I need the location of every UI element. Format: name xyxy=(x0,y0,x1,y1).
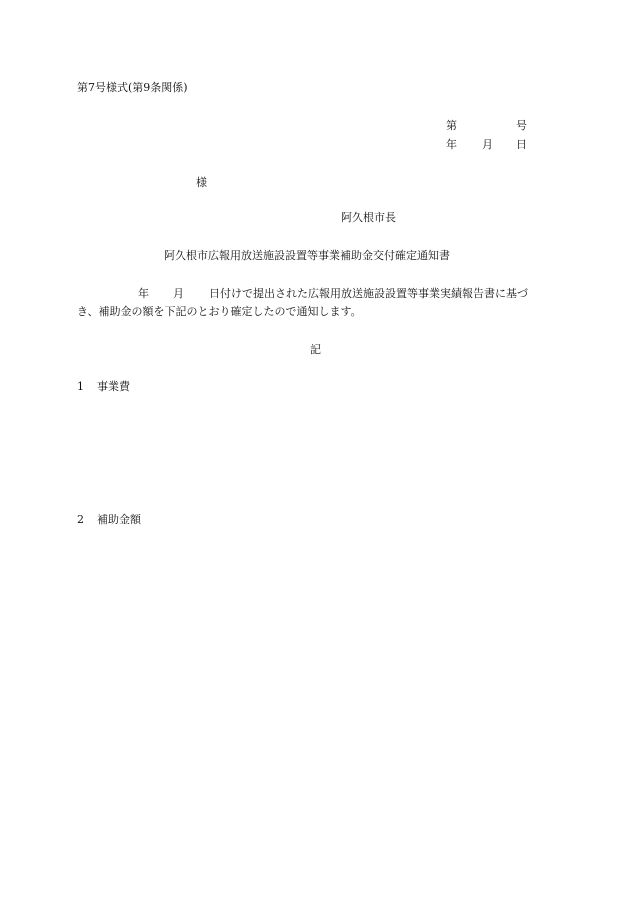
date-month-label: 月 xyxy=(482,138,493,151)
date-day-label: 日 xyxy=(516,138,527,151)
body-year-label: 年 xyxy=(138,287,149,300)
list-item-subsidy-amount xyxy=(77,513,141,527)
document-title: 阿久根市広報用放送施設設置等事業補助金交付確定通知書 xyxy=(164,249,450,262)
item-number: 1 xyxy=(77,380,84,393)
list-item-project-cost xyxy=(77,380,130,394)
form-number: 第7号様式(第9条関係) xyxy=(77,81,188,94)
date-year-label: 年 xyxy=(446,138,457,151)
item-label: 事業費 xyxy=(97,380,130,393)
ki-heading: 記 xyxy=(310,343,321,356)
body-month-label: 月 xyxy=(173,287,184,300)
item-number: 2 xyxy=(77,513,84,526)
body-text-line-1: 日付けで提出された広報用放送施設設置等事業実績報告書に基づ xyxy=(209,287,528,300)
document-number-prefix: 第 xyxy=(446,119,457,132)
recipient-honorific: 様 xyxy=(196,176,207,189)
item-label: 補助金額 xyxy=(97,513,141,526)
body-text-line-2: き、補助金の額を下記のとおり確定したので通知します。 xyxy=(77,305,362,318)
document-number-suffix: 号 xyxy=(516,119,527,132)
issuer-name: 阿久根市長 xyxy=(341,211,396,224)
